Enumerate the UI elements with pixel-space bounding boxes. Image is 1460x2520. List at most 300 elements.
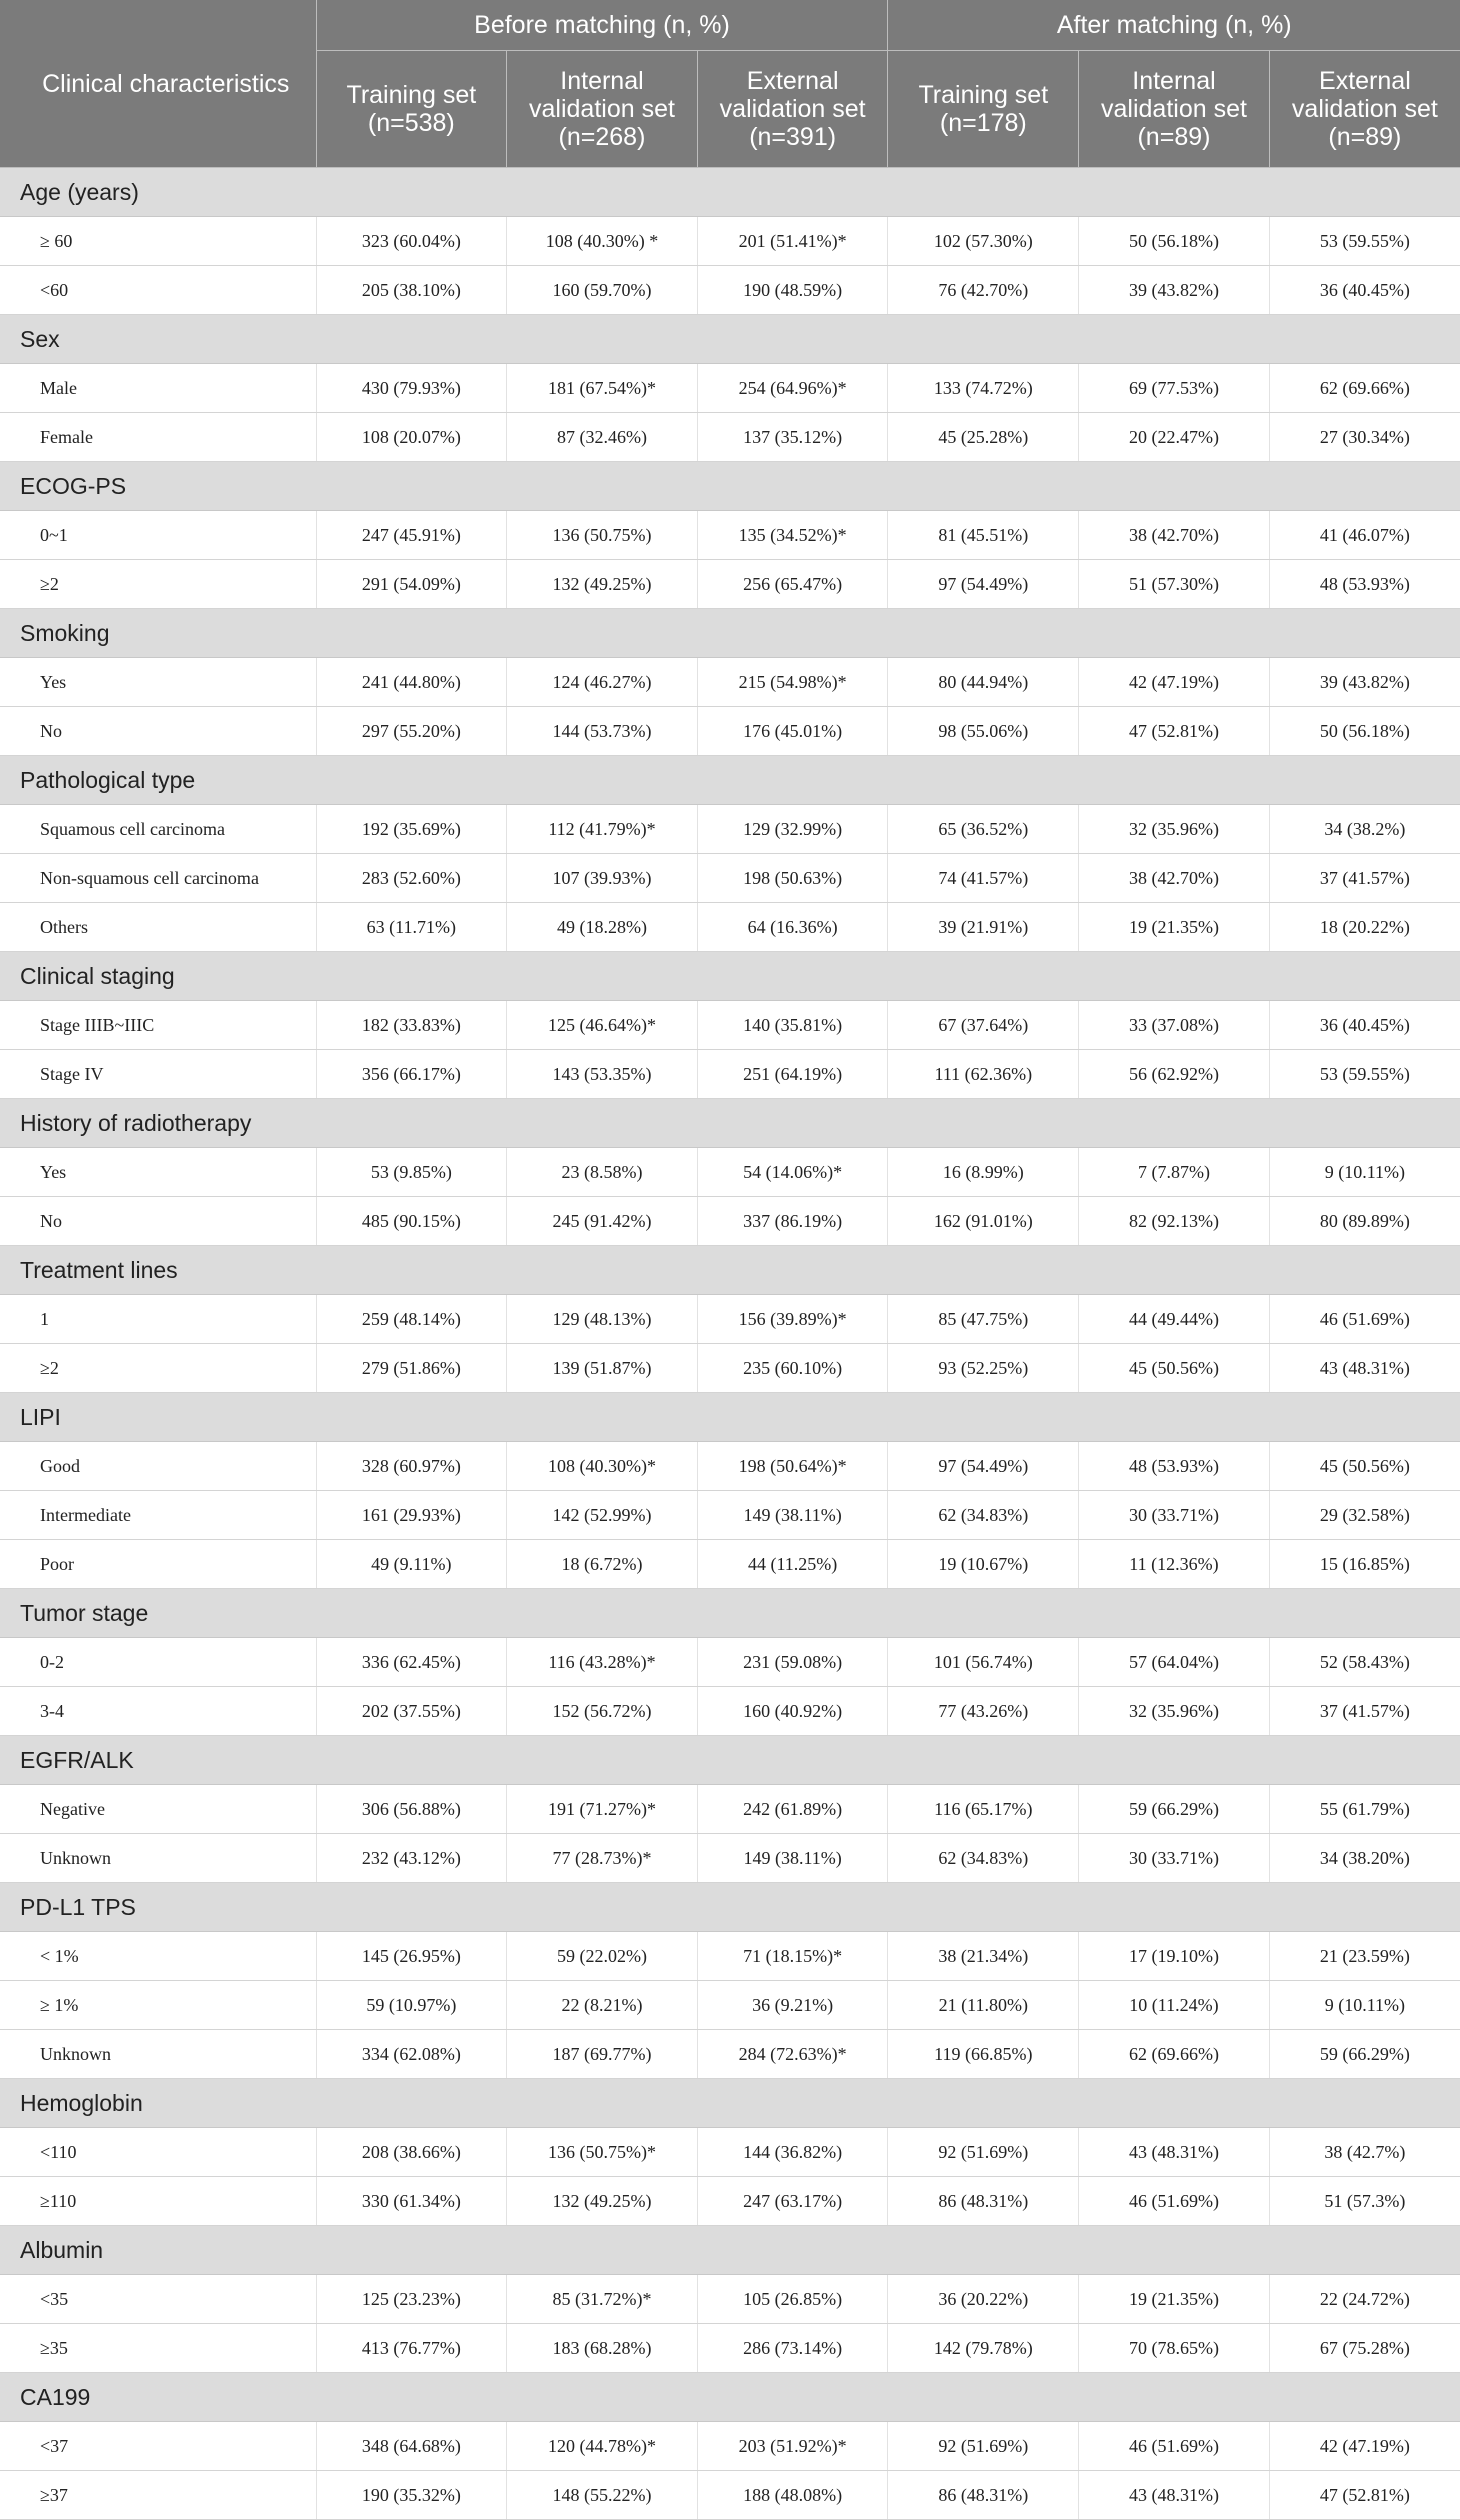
table-cell: 413 (76.77%): [316, 2324, 507, 2373]
table-cell: 85 (31.72%)*: [507, 2275, 698, 2324]
table-cell: 38 (21.34%): [888, 1932, 1079, 1981]
table-cell: 69 (77.53%): [1079, 364, 1270, 413]
category-row: [0, 168, 1460, 217]
row-label: No: [0, 707, 316, 756]
table-cell: 42 (47.19%): [1079, 658, 1270, 707]
table-cell: 162 (91.01%): [888, 1197, 1079, 1246]
table-cell: 36 (9.21%): [697, 1981, 888, 2030]
table-row: [0, 2177, 1460, 2226]
category-row: [0, 2373, 1460, 2422]
category-row: [0, 1589, 1460, 1638]
table-cell: 62 (69.66%): [1079, 2030, 1270, 2079]
header-before-matching: Before matching (n, %): [316, 0, 888, 51]
header-before-training-set: Training set (n=538): [316, 51, 507, 168]
table-row: [0, 658, 1460, 707]
table-cell: 143 (53.35%): [507, 1050, 698, 1099]
table-cell: 45 (50.56%): [1269, 1442, 1460, 1491]
category-title: Hemoglobin: [0, 2079, 1460, 2128]
table-cell: 133 (74.72%): [888, 364, 1079, 413]
table-row: [0, 1932, 1460, 1981]
table-cell: 160 (40.92%): [697, 1687, 888, 1736]
row-label: No: [0, 1197, 316, 1246]
table-cell: 139 (51.87%): [507, 1344, 698, 1393]
category-title: Pathological type: [0, 756, 1460, 805]
table-cell: 135 (34.52%)*: [697, 511, 888, 560]
table-cell: 198 (50.64%)*: [697, 1442, 888, 1491]
table-cell: 46 (51.69%): [1079, 2422, 1270, 2471]
table-cell: 54 (14.06%)*: [697, 1148, 888, 1197]
table-cell: 334 (62.08%): [316, 2030, 507, 2079]
table-cell: 92 (51.69%): [888, 2128, 1079, 2177]
table-cell: 161 (29.93%): [316, 1491, 507, 1540]
table-cell: 49 (18.28%): [507, 903, 698, 952]
table-cell: 76 (42.70%): [888, 266, 1079, 315]
table-cell: 208 (38.66%): [316, 2128, 507, 2177]
table-cell: 39 (43.82%): [1079, 266, 1270, 315]
table-row: [0, 854, 1460, 903]
row-label: 0-2: [0, 1638, 316, 1687]
row-label: <37: [0, 2422, 316, 2471]
table-cell: 142 (79.78%): [888, 2324, 1079, 2373]
row-label: ≥2: [0, 1344, 316, 1393]
table-cell: 77 (43.26%): [888, 1687, 1079, 1736]
table-cell: 45 (25.28%): [888, 413, 1079, 462]
table-row: [0, 1148, 1460, 1197]
table-cell: 129 (32.99%): [697, 805, 888, 854]
row-label: <35: [0, 2275, 316, 2324]
row-label: Stage IV: [0, 1050, 316, 1099]
table-cell: 336 (62.45%): [316, 1638, 507, 1687]
table-cell: 306 (56.88%): [316, 1785, 507, 1834]
table-cell: 38 (42.70%): [1079, 511, 1270, 560]
table-body: [0, 168, 1460, 2520]
table-cell: 7 (7.87%): [1079, 1148, 1270, 1197]
table-row: [0, 1687, 1460, 1736]
category-title: History of radiotherapy: [0, 1099, 1460, 1148]
table-cell: 46 (51.69%): [1079, 2177, 1270, 2226]
table-cell: 55 (61.79%): [1269, 1785, 1460, 1834]
row-label: 1: [0, 1295, 316, 1344]
row-label: Yes: [0, 658, 316, 707]
table-cell: 108 (40.30%) *: [507, 217, 698, 266]
table-row: [0, 1050, 1460, 1099]
category-title: Tumor stage: [0, 1589, 1460, 1638]
table-cell: 149 (38.11%): [697, 1834, 888, 1883]
table-row: [0, 364, 1460, 413]
table-cell: 97 (54.49%): [888, 560, 1079, 609]
table-cell: 38 (42.70%): [1079, 854, 1270, 903]
table-cell: 59 (22.02%): [507, 1932, 698, 1981]
table-cell: 120 (44.78%)*: [507, 2422, 698, 2471]
row-label: Good: [0, 1442, 316, 1491]
table-cell: 330 (61.34%): [316, 2177, 507, 2226]
table-cell: 36 (40.45%): [1269, 266, 1460, 315]
table-cell: 34 (38.2%): [1269, 805, 1460, 854]
table-row: [0, 1197, 1460, 1246]
table-cell: 47 (52.81%): [1269, 2471, 1460, 2520]
table-cell: 29 (32.58%): [1269, 1491, 1460, 1540]
table-cell: 116 (43.28%)*: [507, 1638, 698, 1687]
table-cell: 48 (53.93%): [1079, 1442, 1270, 1491]
table-cell: 19 (10.67%): [888, 1540, 1079, 1589]
table-cell: 124 (46.27%): [507, 658, 698, 707]
row-label: Negative: [0, 1785, 316, 1834]
table-cell: 188 (48.08%): [697, 2471, 888, 2520]
table-cell: 245 (91.42%): [507, 1197, 698, 1246]
table-cell: 125 (23.23%): [316, 2275, 507, 2324]
table-cell: 37 (41.57%): [1269, 854, 1460, 903]
table-cell: 67 (75.28%): [1269, 2324, 1460, 2373]
table-row: [0, 1540, 1460, 1589]
row-label: <110: [0, 2128, 316, 2177]
category-title: CA199: [0, 2373, 1460, 2422]
row-label: Squamous cell carcinoma: [0, 805, 316, 854]
table-cell: 183 (68.28%): [507, 2324, 698, 2373]
row-label: Poor: [0, 1540, 316, 1589]
table-header: [0, 0, 1460, 168]
table-cell: 190 (35.32%): [316, 2471, 507, 2520]
table-cell: 251 (64.19%): [697, 1050, 888, 1099]
table-row: [0, 560, 1460, 609]
table-cell: 15 (16.85%): [1269, 1540, 1460, 1589]
table-row: [0, 903, 1460, 952]
table-cell: 149 (38.11%): [697, 1491, 888, 1540]
table-cell: 41 (46.07%): [1269, 511, 1460, 560]
table-cell: 34 (38.20%): [1269, 1834, 1460, 1883]
table-cell: 45 (50.56%): [1079, 1344, 1270, 1393]
table-cell: 430 (79.93%): [316, 364, 507, 413]
table-cell: 291 (54.09%): [316, 560, 507, 609]
table-cell: 65 (36.52%): [888, 805, 1079, 854]
table-row: [0, 1491, 1460, 1540]
table-cell: 70 (78.65%): [1079, 2324, 1270, 2373]
table-row: [0, 1981, 1460, 2030]
table-row: [0, 2275, 1460, 2324]
table-cell: 48 (53.93%): [1269, 560, 1460, 609]
table-cell: 132 (49.25%): [507, 2177, 698, 2226]
table-cell: 182 (33.83%): [316, 1001, 507, 1050]
table-row: [0, 1834, 1460, 1883]
category-row: [0, 1393, 1460, 1442]
table-cell: 32 (35.96%): [1079, 1687, 1270, 1736]
table-cell: 116 (65.17%): [888, 1785, 1079, 1834]
category-title: ECOG-PS: [0, 462, 1460, 511]
row-label: ≥2: [0, 560, 316, 609]
table-cell: 119 (66.85%): [888, 2030, 1079, 2079]
row-label: Unknown: [0, 2030, 316, 2079]
table-cell: 241 (44.80%): [316, 658, 507, 707]
table-cell: 348 (64.68%): [316, 2422, 507, 2471]
row-label: 0~1: [0, 511, 316, 560]
table-cell: 187 (69.77%): [507, 2030, 698, 2079]
table-cell: 283 (52.60%): [316, 854, 507, 903]
table-cell: 254 (64.96%)*: [697, 364, 888, 413]
table-cell: 49 (9.11%): [316, 1540, 507, 1589]
table-cell: 62 (34.83%): [888, 1834, 1079, 1883]
table-cell: 112 (41.79%)*: [507, 805, 698, 854]
category-row: [0, 1736, 1460, 1785]
table-cell: 203 (51.92%)*: [697, 2422, 888, 2471]
table-cell: 71 (18.15%)*: [697, 1932, 888, 1981]
table-row: [0, 2471, 1460, 2520]
table-row: [0, 2324, 1460, 2373]
table-cell: 205 (38.10%): [316, 266, 507, 315]
table-row: [0, 1295, 1460, 1344]
category-row: [0, 952, 1460, 1001]
table-cell: 85 (47.75%): [888, 1295, 1079, 1344]
table-cell: 176 (45.01%): [697, 707, 888, 756]
table-cell: 56 (62.92%): [1079, 1050, 1270, 1099]
header-after-training-set: Training set (n=178): [888, 51, 1079, 168]
table-row: [0, 1638, 1460, 1687]
table-cell: 232 (43.12%): [316, 1834, 507, 1883]
category-title: Smoking: [0, 609, 1460, 658]
table-cell: 87 (32.46%): [507, 413, 698, 462]
table-row: [0, 1001, 1460, 1050]
row-label: < 1%: [0, 1932, 316, 1981]
table-cell: 64 (16.36%): [697, 903, 888, 952]
table-cell: 44 (11.25%): [697, 1540, 888, 1589]
row-label: 3-4: [0, 1687, 316, 1736]
table-cell: 323 (60.04%): [316, 217, 507, 266]
table-cell: 62 (34.83%): [888, 1491, 1079, 1540]
table-cell: 20 (22.47%): [1079, 413, 1270, 462]
category-row: [0, 1883, 1460, 1932]
table-cell: 9 (10.11%): [1269, 1148, 1460, 1197]
category-title: Treatment lines: [0, 1246, 1460, 1295]
table-cell: 160 (59.70%): [507, 266, 698, 315]
table-cell: 297 (55.20%): [316, 707, 507, 756]
table-cell: 201 (51.41%)*: [697, 217, 888, 266]
table-cell: 18 (6.72%): [507, 1540, 698, 1589]
table-cell: 42 (47.19%): [1269, 2422, 1460, 2471]
table-row: [0, 217, 1460, 266]
table-cell: 256 (65.47%): [697, 560, 888, 609]
table-cell: 16 (8.99%): [888, 1148, 1079, 1197]
category-row: [0, 1099, 1460, 1148]
table-cell: 125 (46.64%)*: [507, 1001, 698, 1050]
table-cell: 51 (57.3%): [1269, 2177, 1460, 2226]
table-cell: 33 (37.08%): [1079, 1001, 1270, 1050]
table-cell: 36 (20.22%): [888, 2275, 1079, 2324]
table-cell: 93 (52.25%): [888, 1344, 1079, 1393]
table-cell: 286 (73.14%): [697, 2324, 888, 2373]
table-cell: 30 (33.71%): [1079, 1491, 1270, 1540]
table-cell: 82 (92.13%): [1079, 1197, 1270, 1246]
table-cell: 38 (42.7%): [1269, 2128, 1460, 2177]
table-cell: 152 (56.72%): [507, 1687, 698, 1736]
table-cell: 43 (48.31%): [1269, 1344, 1460, 1393]
row-label: Intermediate: [0, 1491, 316, 1540]
category-row: [0, 315, 1460, 364]
table-cell: 136 (50.75%): [507, 511, 698, 560]
header-before-external-validation-set: External validation set (n=391): [697, 51, 888, 168]
table-cell: 215 (54.98%)*: [697, 658, 888, 707]
row-label: Yes: [0, 1148, 316, 1197]
table-cell: 111 (62.36%): [888, 1050, 1079, 1099]
table-cell: 11 (12.36%): [1079, 1540, 1270, 1589]
table-cell: 259 (48.14%): [316, 1295, 507, 1344]
header-after-external-validation-set: External validation set (n=89): [1269, 51, 1460, 168]
table-row: [0, 511, 1460, 560]
table-cell: 9 (10.11%): [1269, 1981, 1460, 2030]
row-label: ≥35: [0, 2324, 316, 2373]
table-cell: 22 (24.72%): [1269, 2275, 1460, 2324]
table-cell: 23 (8.58%): [507, 1148, 698, 1197]
table-cell: 27 (30.34%): [1269, 413, 1460, 462]
table-cell: 19 (21.35%): [1079, 2275, 1270, 2324]
table-cell: 231 (59.08%): [697, 1638, 888, 1687]
table-cell: 53 (59.55%): [1269, 217, 1460, 266]
table-cell: 74 (41.57%): [888, 854, 1079, 903]
table-cell: 44 (49.44%): [1079, 1295, 1270, 1344]
category-row: [0, 2079, 1460, 2128]
table-cell: 284 (72.63%)*: [697, 2030, 888, 2079]
table-cell: 57 (64.04%): [1079, 1638, 1270, 1687]
table-cell: 181 (67.54%)*: [507, 364, 698, 413]
table-cell: 144 (36.82%): [697, 2128, 888, 2177]
table-cell: 59 (10.97%): [316, 1981, 507, 2030]
header-after-internal-validation-set: Internal validation set (n=89): [1079, 51, 1270, 168]
table-cell: 97 (54.49%): [888, 1442, 1079, 1491]
table-cell: 191 (71.27%)*: [507, 1785, 698, 1834]
table-cell: 242 (61.89%): [697, 1785, 888, 1834]
table-cell: 145 (26.95%): [316, 1932, 507, 1981]
table-cell: 485 (90.15%): [316, 1197, 507, 1246]
category-row: [0, 462, 1460, 511]
table-row: [0, 2030, 1460, 2079]
row-label: ≥ 1%: [0, 1981, 316, 2030]
row-label: Others: [0, 903, 316, 952]
table-cell: 107 (39.93%): [507, 854, 698, 903]
table-cell: 247 (45.91%): [316, 511, 507, 560]
row-label: ≥37: [0, 2471, 316, 2520]
table-cell: 43 (48.31%): [1079, 2128, 1270, 2177]
table-row: [0, 2128, 1460, 2177]
row-label: Male: [0, 364, 316, 413]
table-cell: 142 (52.99%): [507, 1491, 698, 1540]
category-title: PD-L1 TPS: [0, 1883, 1460, 1932]
table-cell: 32 (35.96%): [1079, 805, 1270, 854]
table-cell: 30 (33.71%): [1079, 1834, 1270, 1883]
table-cell: 59 (66.29%): [1269, 2030, 1460, 2079]
table-cell: 356 (66.17%): [316, 1050, 507, 1099]
table-cell: 62 (69.66%): [1269, 364, 1460, 413]
table-cell: 86 (48.31%): [888, 2471, 1079, 2520]
row-label: Unknown: [0, 1834, 316, 1883]
table-cell: 51 (57.30%): [1079, 560, 1270, 609]
table-row: [0, 1785, 1460, 1834]
table-cell: 77 (28.73%)*: [507, 1834, 698, 1883]
table-cell: 192 (35.69%): [316, 805, 507, 854]
table-row: [0, 707, 1460, 756]
table-cell: 67 (37.64%): [888, 1001, 1079, 1050]
table-cell: 43 (48.31%): [1079, 2471, 1270, 2520]
table-cell: 92 (51.69%): [888, 2422, 1079, 2471]
table-cell: 105 (26.85%): [697, 2275, 888, 2324]
table-cell: 80 (44.94%): [888, 658, 1079, 707]
row-label: Female: [0, 413, 316, 462]
table-cell: 19 (21.35%): [1079, 903, 1270, 952]
row-label: Stage IIIB~IIIC: [0, 1001, 316, 1050]
table-row: [0, 1442, 1460, 1491]
header-before-internal-validation-set: Internal validation set (n=268): [507, 51, 698, 168]
row-label: Non-squamous cell carcinoma: [0, 854, 316, 903]
table-cell: 21 (11.80%): [888, 1981, 1079, 2030]
table-cell: 37 (41.57%): [1269, 1687, 1460, 1736]
table-cell: 198 (50.63%): [697, 854, 888, 903]
table-row: [0, 805, 1460, 854]
category-title: Albumin: [0, 2226, 1460, 2275]
table-cell: 53 (9.85%): [316, 1148, 507, 1197]
table-cell: 21 (23.59%): [1269, 1932, 1460, 1981]
table-cell: 18 (20.22%): [1269, 903, 1460, 952]
table-cell: 50 (56.18%): [1079, 217, 1270, 266]
header-clinical-characteristics: Clinical characteristics: [0, 0, 316, 168]
table-cell: 279 (51.86%): [316, 1344, 507, 1393]
table-cell: 202 (37.55%): [316, 1687, 507, 1736]
table-cell: 53 (59.55%): [1269, 1050, 1460, 1099]
table-cell: 148 (55.22%): [507, 2471, 698, 2520]
table-cell: 63 (11.71%): [316, 903, 507, 952]
table-cell: 46 (51.69%): [1269, 1295, 1460, 1344]
table-cell: 98 (55.06%): [888, 707, 1079, 756]
header-after-matching: After matching (n, %): [888, 0, 1460, 51]
category-row: [0, 609, 1460, 658]
category-title: Age (years): [0, 168, 1460, 217]
category-row: [0, 2226, 1460, 2275]
table-cell: 144 (53.73%): [507, 707, 698, 756]
table-cell: 337 (86.19%): [697, 1197, 888, 1246]
row-label: ≥110: [0, 2177, 316, 2226]
table-cell: 80 (89.89%): [1269, 1197, 1460, 1246]
table-cell: 136 (50.75%)*: [507, 2128, 698, 2177]
table-cell: 52 (58.43%): [1269, 1638, 1460, 1687]
table-cell: 129 (48.13%): [507, 1295, 698, 1344]
table-row: [0, 2422, 1460, 2471]
table-row: [0, 413, 1460, 462]
category-title: EGFR/ALK: [0, 1736, 1460, 1785]
table-cell: 10 (11.24%): [1079, 1981, 1270, 2030]
category-row: [0, 1246, 1460, 1295]
table-row: [0, 1344, 1460, 1393]
table-cell: 190 (48.59%): [697, 266, 888, 315]
category-title: Sex: [0, 315, 1460, 364]
table-cell: 328 (60.97%): [316, 1442, 507, 1491]
row-label: <60: [0, 266, 316, 315]
table-cell: 81 (45.51%): [888, 511, 1079, 560]
table-cell: 132 (49.25%): [507, 560, 698, 609]
table-cell: 108 (20.07%): [316, 413, 507, 462]
table-cell: 22 (8.21%): [507, 1981, 698, 2030]
table-cell: 102 (57.30%): [888, 217, 1079, 266]
table-cell: 247 (63.17%): [697, 2177, 888, 2226]
table-cell: 140 (35.81%): [697, 1001, 888, 1050]
table-cell: 50 (56.18%): [1269, 707, 1460, 756]
row-label: ≥ 60: [0, 217, 316, 266]
category-row: [0, 756, 1460, 805]
table-cell: 17 (19.10%): [1079, 1932, 1270, 1981]
category-title: Clinical staging: [0, 952, 1460, 1001]
table-cell: 39 (43.82%): [1269, 658, 1460, 707]
table-cell: 39 (21.91%): [888, 903, 1079, 952]
table-cell: 47 (52.81%): [1079, 707, 1270, 756]
table-cell: 86 (48.31%): [888, 2177, 1079, 2226]
table-cell: 101 (56.74%): [888, 1638, 1079, 1687]
table-cell: 59 (66.29%): [1079, 1785, 1270, 1834]
table-cell: 235 (60.10%): [697, 1344, 888, 1393]
category-title: LIPI: [0, 1393, 1460, 1442]
